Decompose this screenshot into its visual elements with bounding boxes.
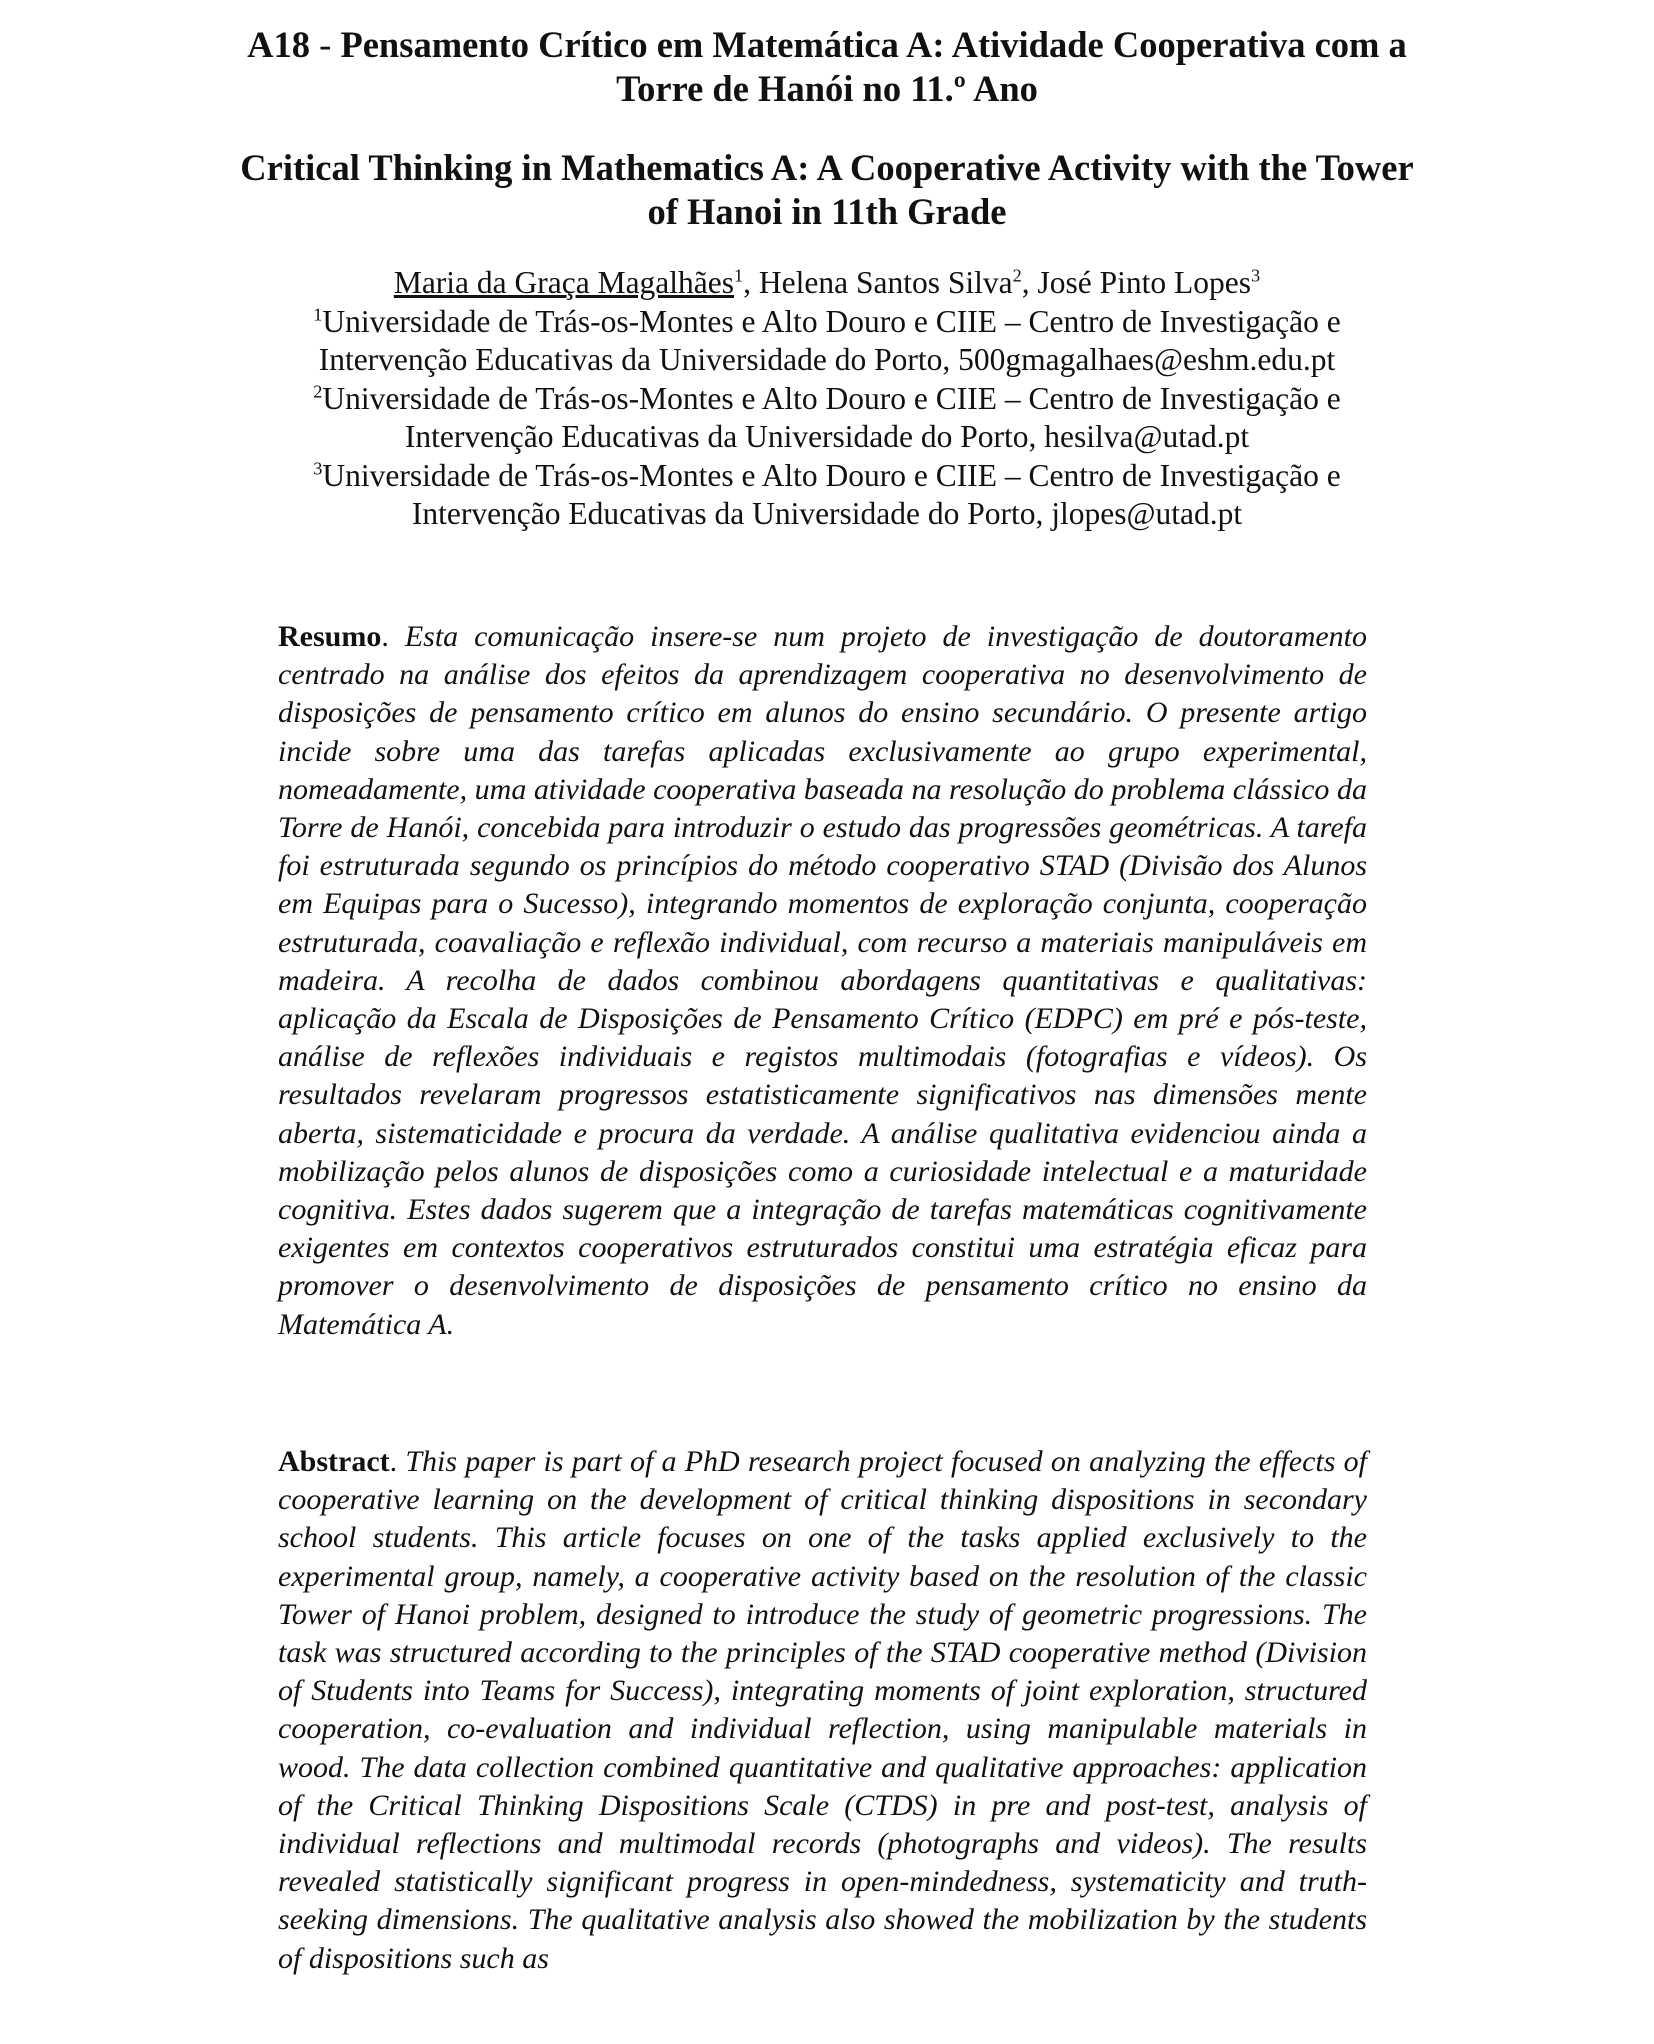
affiliation-line — [150, 418, 1504, 457]
affiliation-mark: 2 — [313, 381, 323, 401]
author-separator: , — [743, 265, 759, 300]
resumo-label-punct: . — [381, 620, 405, 653]
abstract-text: This paper is part of a PhD research project focused on analyzing the effects of cooperative learning on the development of critical thinking dispositions in secondary school students. This article focuses on one of the tasks applied exclusively to the experimental group, namely, a cooperative activity based on the resolution of the classic Tower of Hanoi problem, designed to introduce the study of geometric progressions. The task was structured according to the principles of the STAD cooperative method (Division of Students into Teams for Success), integrating moments of joint exploration, structured cooperation, co-evaluation and individual reflection, using manipulable materials in wood. The data collection combined quantitative and qualitative approaches: application of the Critical Thinking Dispositions Scale (CTDS) in pre and post-test, analysis of individual reflections and multimodal records (photographs and videos). The results revealed statistically significant progress in open-mindedness, systematicity and truth-seeking dimensions. The qualitative analysis also showed the mobilization by the students of dispositions such as — [278, 1445, 1367, 1975]
affiliation-text: Intervenção Educativas da Universidade do Porto, jlopes@utad.pt — [411, 496, 1243, 531]
author-affiliation-mark: 1 — [734, 265, 744, 286]
affiliation-text: Intervenção Educativas da Universidade do Porto, hesilva@utad.pt — [404, 419, 1250, 454]
abstract-label: Abstract — [278, 1445, 390, 1478]
affiliation-text: Universidade de Trás-os-Montes e Alto Douro e CIIE – Centro de Investigação e — [322, 380, 1341, 416]
title-separator: - — [310, 24, 341, 65]
abstract-label-punct: . — [389, 1445, 406, 1478]
affiliation-line — [150, 380, 1504, 419]
author-list — [150, 264, 1504, 303]
affiliation-text: Universidade de Trás-os-Montes e Alto Douro e CIIE – Centro de Investigação e — [322, 457, 1341, 493]
author-separator: , — [1021, 265, 1038, 300]
affiliation-line — [150, 341, 1504, 380]
author-affiliation-mark: 3 — [1251, 265, 1261, 286]
abstract-paragraph — [278, 1443, 1367, 1978]
affiliation-text: Intervenção Educativas da Universidade do Porto, 500gmagalhaes@eshm.edu.pt — [318, 342, 1336, 377]
resumo-text: Esta comunicação insere-se num projeto de investigação de doutoramento centrado na análise dos efeitos da aprendizagem cooperativa no desenvolvimento de disposições de pensamento crítico em alunos do ensino secundário. O presente artigo incide sobre uma das tarefas aplicadas exclusivamente ao grupo experimental, nomeadamente, uma atividade cooperativa baseada na resolução do problema clássico da Torre de Hanói, concebida para introduzir o estudo das progressões geométricas. A tarefa foi estruturada segundo os princípios do método cooperativo STAD (Divisão dos Alunos em Equipas para o Sucesso), integrando momentos de exploração conjunta, cooperação estruturada, coavaliação e reflexão individual, com recurso a materiais manipuláveis em madeira. A recolha de dados combinou abordagens quantitativas e qualitativas: aplicação da Escala de Disposições de Pensamento Crítico (EDPC) em pré e pós-teste, análise de reflexões individuais e registos multimodais (fotografias e vídeos). Os resultados revelaram progressos estatisticamente significativos nas dimensões mente aberta, sistematicidade e procura da verdade. A análise qualitativa evidenciou ainda a mobilização pelos alunos de disposições como a curiosidade intelectual e a maturidade cognitiva. Estes dados sugerem que a integração de tarefas matemáticas cognitivamente exigentes em contextos cooperativos estruturados constitui uma estratégia eficaz para promover o desenvolvimento de disposições de pensamento crítico no ensino da Matemática A. — [278, 620, 1368, 1341]
resumo-paragraph — [278, 618, 1367, 1344]
affiliation-line — [150, 495, 1504, 534]
affiliation-text: Universidade de Trás-os-Montes e Alto Douro e CIIE – Centro de Investigação e — [322, 303, 1341, 339]
author-name: Helena Santos Silva — [758, 265, 1013, 300]
title-portuguese — [150, 23, 1504, 111]
title-en-line2: of Hanoi in 11th Grade — [647, 191, 1007, 232]
title-en-line1: Critical Thinking in Mathematics A: A Cooperative Activity with the Tower — [240, 147, 1414, 188]
title-english — [150, 146, 1504, 234]
author-name: Maria da Graça Magalhães — [393, 265, 735, 300]
author-affiliation-mark: 2 — [1012, 265, 1022, 286]
authors-and-affiliations — [150, 264, 1504, 534]
resumo-label: Resumo — [278, 620, 382, 653]
affiliation-line — [150, 303, 1504, 342]
affiliation-mark: 3 — [313, 458, 323, 478]
affiliation-mark: 1 — [313, 304, 323, 324]
title-pt-line1: Pensamento Crítico em Matemática A: Atividade Cooperativa com a — [340, 24, 1407, 65]
title-code: A18 — [247, 24, 311, 65]
author-name: José Pinto Lopes — [1037, 265, 1252, 300]
title-pt-line2: Torre de Hanói no 11.º Ano — [616, 68, 1038, 109]
affiliation-line — [150, 457, 1504, 496]
